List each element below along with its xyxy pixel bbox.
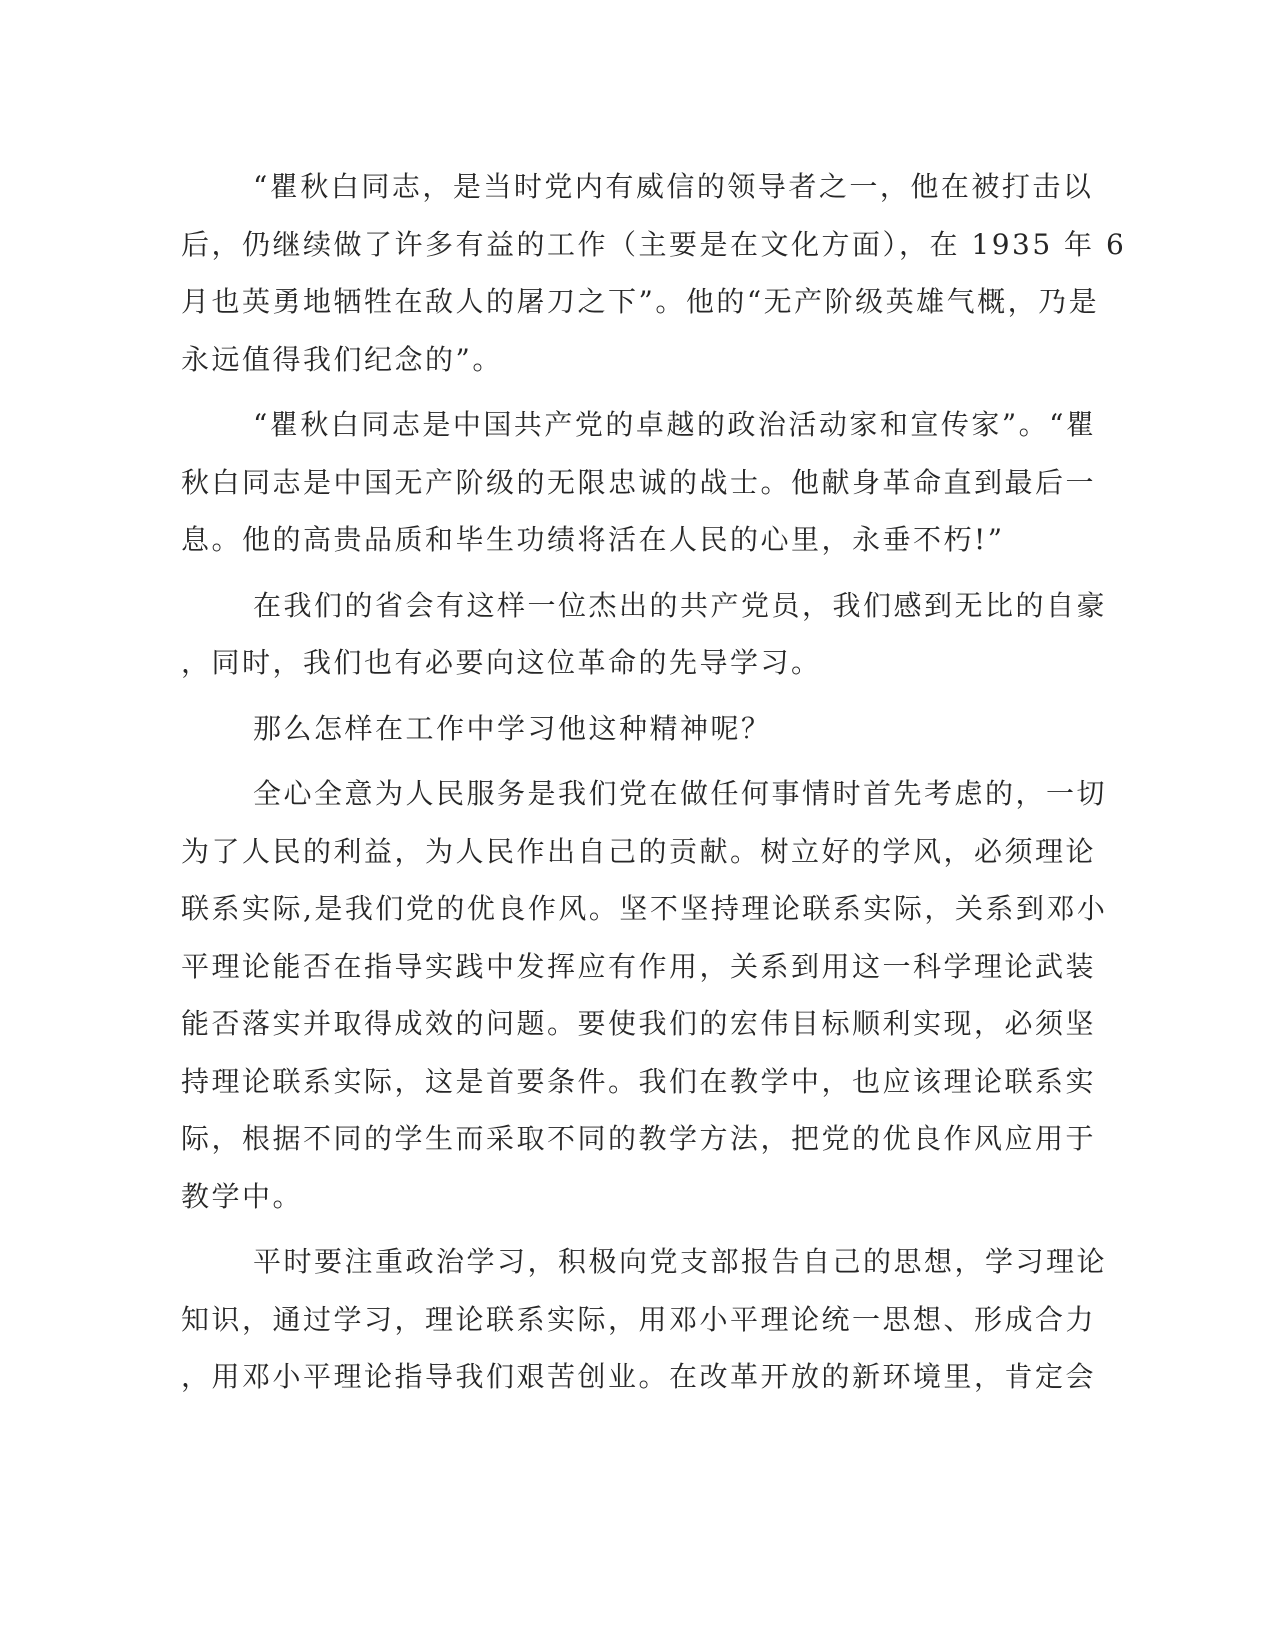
text-line: ，用邓小平理论指导我们艰苦创业。在改革开放的新环境里，肯定会	[181, 1360, 1097, 1393]
paragraph-serve-people	[181, 765, 1108, 1225]
text-line: 在我们的省会有这样一位杰出的共产党员，我们感到无比的自豪	[253, 588, 1108, 622]
text-line: 息。他的高贵品质和毕生功绩将活在人民的心里，永垂不朽!”	[181, 523, 1005, 556]
text-line: ，同时，我们也有必要向这位革命的先导学习。	[181, 646, 822, 679]
text-line: 教学中。	[181, 1179, 304, 1213]
paragraph-quote-2	[181, 396, 1097, 569]
text-line: 后，仍继续做了许多有益的工作（主要是在文化方面），在 1935 年 6	[181, 227, 1127, 261]
paragraph-question	[181, 700, 1043, 758]
text-line: 全心全意为人民服务是我们党在做任何事情时首先考虑的，一切	[253, 777, 1108, 810]
paragraph-pride	[181, 577, 1108, 692]
text-line: 能否落实并取得成效的问题。要使我们的宏伟目标顺利实现，必须坚	[181, 1007, 1097, 1040]
text-line: 秋白同志是中国无产阶级的无限忠诚的战士。他献身革命直到最后一	[181, 465, 1097, 499]
text-line: 际，根据不同的学生而采取不同的教学方法，把党的优良作风应用于	[181, 1122, 1097, 1155]
text-line: 平时要注重政治学习，积极向党支部报告自己的思想，学习理论	[253, 1245, 1108, 1278]
text-line: 那么怎样在工作中学习他这种精神呢？	[253, 711, 772, 745]
text-line: 为了人民的利益，为人民作出自己的贡献。树立好的学风，必须理论	[181, 834, 1097, 868]
paragraph-political-study	[181, 1233, 1108, 1406]
text-line: 联系实际,是我们党的优良作风。坚不坚持理论联系实际，关系到邓小	[181, 892, 1108, 925]
text-line: “瞿秋白同志，是当时党内有威信的领导者之一，他在被打击以	[253, 170, 1094, 203]
document-body	[181, 158, 1127, 1406]
text-line: 永远值得我们纪念的”。	[181, 342, 503, 376]
text-line: 知识，通过学习，理论联系实际，用邓小平理论统一思想、形成合力	[181, 1302, 1097, 1336]
paragraph-quote-1	[181, 158, 1127, 388]
text-line: 平理论能否在指导实践中发挥应有作用，关系到用这一科学理论武装	[181, 949, 1097, 983]
text-line: 月也英勇地牺牲在敌人的屠刀之下”。他的“无产阶级英雄气概，乃是	[181, 285, 1100, 318]
text-line: “瞿秋白同志是中国共产党的卓越的政治活动家和宣传家”。“瞿	[253, 408, 1097, 441]
text-line: 持理论联系实际，这是首要条件。我们在教学中，也应该理论联系实	[181, 1064, 1097, 1098]
